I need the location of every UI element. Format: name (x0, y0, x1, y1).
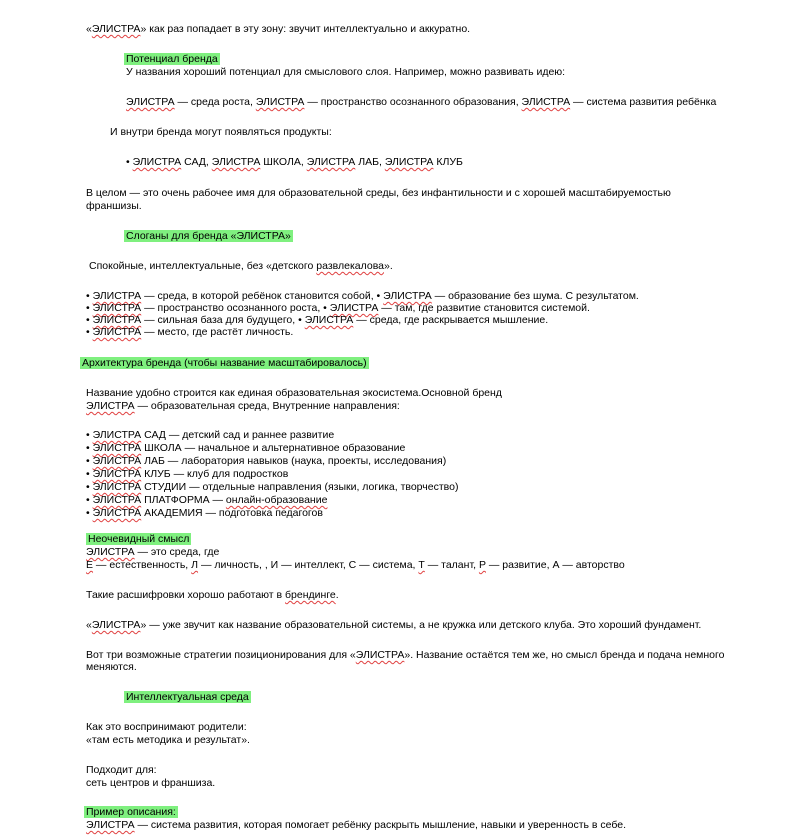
conclusion-line-1: В целом — это очень рабочее имя для образовательной среды, без инфантильности и с хорошей масштабируемостью (86, 187, 671, 199)
section-heading-hidden-meaning: Неочевидный смысл (88, 533, 190, 545)
architecture-text-2: ЭЛИСТРА — образовательная среда, Внутренние направления: (86, 400, 400, 412)
section-heading-intellectual: Интеллектуальная среда (126, 691, 249, 703)
strategy-line-2: меняются. (86, 661, 137, 673)
list-item: • ЭЛИСТРА КЛУБ — клуб для подростков (86, 468, 289, 480)
system-line: «ЭЛИСТРА» — уже звучит как название образовательной системы, а не кружка или детского клуба. Это хороший фундамент. (86, 619, 702, 631)
list-item: • ЭЛИСТРА СТУДИИ — отдельные направления (языки, логика, творчество) (86, 481, 459, 493)
hidden-line-1: ЭЛИСТРА — это среда, где (86, 546, 220, 558)
brand-word: ЭЛИСТРА (91, 23, 141, 35)
list-item: • ЭЛИСТРА АКАДЕМИЯ — подготовка педагогов (86, 507, 323, 519)
section-heading-potential: Потенциал бренда (126, 53, 218, 65)
example-heading: Пример описания: (86, 806, 176, 818)
list-item: • ЭЛИСТРА ШКОЛА — начальное и альтернативное образование (86, 442, 406, 454)
slogan-line: • ЭЛИСТРА — сильная база для будущего, • ЭЛИСТРА — среда, где раскрывается мышление. (86, 314, 549, 326)
slogans-intro: Спокойные, интеллектуальные, без «детского развлекалова». (89, 260, 393, 272)
section-heading-architecture: Архитектура бренда (чтобы название масштабировалось) (82, 357, 367, 369)
potential-text: У названия хороший потенциал для смыслового слоя. Например, можно развивать идею: (126, 66, 566, 78)
hidden-decode: Е — естественность, Л — личность, , И — интеллект, С — система, Т — талант, Р — развитие, А — авторство (86, 559, 625, 571)
strategy-line-1: Вот три возможные стратегии позиционирования для «ЭЛИСТРА». Название остаётся тем же, но смысл бренда и подача немного (86, 649, 725, 661)
architecture-text-1: Название удобно строится как единая образовательная экосистема.Основной бренд (86, 387, 502, 399)
parents-line-1: Как это воспринимают родители: (86, 721, 247, 733)
list-item: • ЭЛИСТРА ЛАБ — лаборатория навыков (наука, проекты, исследования) (86, 455, 447, 467)
potential-idea: ЭЛИСТРА — среда роста, ЭЛИСТРА — пространство осознанного образования, ЭЛИСТРА — система развития ребёнка (126, 96, 717, 108)
parents-line-2: «там есть методика и результат». (86, 734, 250, 746)
section-heading-slogans: Слоганы для бренда «ЭЛИСТРА» (126, 230, 291, 242)
list-item: • ЭЛИСТРА ПЛАТФОРМА — онлайн-образование (86, 494, 328, 506)
intro-paragraph: «ЭЛИСТРА» как раз попадает в эту зону: звучит интеллектуально и аккуратно. (86, 23, 471, 35)
architecture-list (86, 429, 458, 520)
slogan-line: • ЭЛИСТРА — пространство осознанного роста, • ЭЛИСТРА — там, где развитие становится системой. (86, 302, 590, 314)
products-intro: И внутри бренда могут появляться продукты: (110, 126, 332, 138)
fits-line-1: Подходит для: (86, 764, 157, 776)
fits-line-2: сеть центров и франшиза. (86, 777, 216, 789)
list-item: • ЭЛИСТРА САД — детский сад и раннее развитие (86, 429, 335, 441)
example-text: ЭЛИСТРА — система развития, которая помогает ребёнку раскрыть мышление, навыки и уверенность в себе. (86, 819, 627, 831)
branding-line: Такие расшифровки хорошо работают в брендинге. (86, 589, 339, 601)
conclusion-line-2: франшизы. (86, 200, 142, 212)
slogan-line: • ЭЛИСТРА — среда, в которой ребёнок становится собой, • ЭЛИСТРА — образование без шума. С результатом. (86, 290, 639, 302)
slogan-line: • ЭЛИСТРА — место, где растёт личность. (86, 326, 294, 338)
products-list: • ЭЛИСТРА САД, ЭЛИСТРА ШКОЛА, ЭЛИСТРА ЛАБ, ЭЛИСТРА КЛУБ (126, 156, 463, 168)
